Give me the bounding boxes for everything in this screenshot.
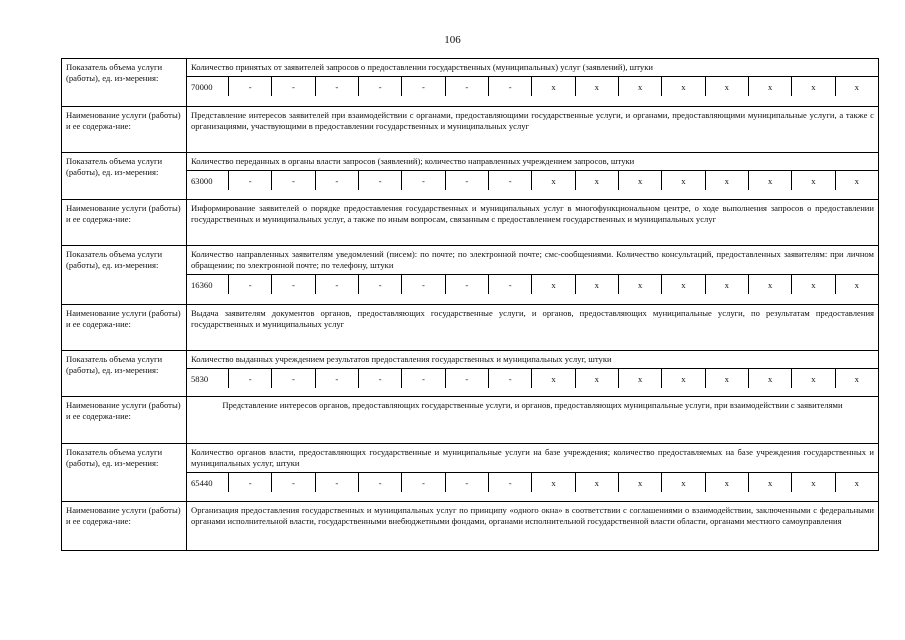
value-cell: x [792, 473, 835, 492]
service-label: Наименование услуги (работы) и ее содержа-ние: [62, 502, 187, 550]
value-cell: x [706, 171, 749, 190]
value-cell: x [576, 369, 619, 388]
value-cell: x [662, 275, 705, 294]
value-cell: x [532, 473, 575, 492]
value-cell: - [489, 77, 532, 96]
metric-text: Количество выданных учреждением результатов предоставления государственных и муниципальных услуг, штуки [187, 351, 878, 369]
service-row [62, 200, 878, 246]
metric-text: Количество направленных заявителям уведомлений (писем): по почте; по электронной почте; смс-сообщениями. Количество консультаций, предоставленных заявителям: при личном обращении; по электронной почте; по телефону, штуки [187, 246, 878, 275]
service-text: Представление интересов органов, предоставляющих государственные услуги, и органов, предоставляющих муниципальные услуги, при взаимодействии с заявителями [222, 400, 843, 410]
value-cell: - [316, 275, 359, 294]
value-cell: x [532, 171, 575, 190]
metric-label: Показатель объема услуги (работы), ед. из-мерения: [62, 444, 187, 501]
service-row [62, 502, 878, 550]
value-cell: - [229, 275, 272, 294]
value-cell: - [402, 369, 445, 388]
service-text: Информирование заявителей о порядке предоставления государственных и муниципальных услуг в многофункциональном центре, о ходе выполнения запросов о предоставлении государственных и муниципальных услуг, а также по иным вопросам, связанным с предоставлением государственных и муниципальных услуг [191, 203, 874, 224]
value-cell: - [316, 473, 359, 492]
value-cell: x [619, 473, 662, 492]
value-cell: x [706, 369, 749, 388]
value-cell: x [576, 171, 619, 190]
value-cell: x [662, 369, 705, 388]
value-cell: x [532, 77, 575, 96]
value-cell: - [446, 77, 489, 96]
value-cell: x [576, 77, 619, 96]
value-cell: x [792, 369, 835, 388]
value-cell: x [854, 279, 859, 290]
volume-value: 16360 [187, 275, 229, 294]
value-cell: x [532, 369, 575, 388]
value-cell: x [792, 275, 835, 294]
value-cell: x [749, 77, 792, 96]
value-cell: x [706, 77, 749, 96]
metric-row [62, 246, 878, 305]
value-cell: - [402, 171, 445, 190]
value-cell: - [229, 171, 272, 190]
service-label: Наименование услуги (работы) и ее содержа-ние: [62, 107, 187, 152]
value-cell: - [359, 171, 402, 190]
value-cell: - [316, 171, 359, 190]
metric-row [62, 351, 878, 397]
value-cell: x [576, 473, 619, 492]
values-row [187, 171, 878, 190]
value-cell: x [706, 275, 749, 294]
value-cell: - [272, 473, 315, 492]
value-cell: x [854, 373, 859, 384]
values-row [187, 77, 878, 96]
value-cell: - [272, 77, 315, 96]
value-cell: - [446, 171, 489, 190]
value-cell: - [402, 473, 445, 492]
value-cell: x [749, 473, 792, 492]
value-cell: x [749, 171, 792, 190]
metric-row [62, 153, 878, 200]
value-cell: x [749, 369, 792, 388]
volume-value: 70000 [187, 77, 229, 96]
service-row [62, 305, 878, 351]
value-cell: - [316, 369, 359, 388]
value-cell: - [489, 369, 532, 388]
value-cell: - [359, 473, 402, 492]
value-cell: - [446, 473, 489, 492]
metric-label: Показатель объема услуги (работы), ед. из-мерения: [62, 59, 187, 106]
value-cell: x [619, 77, 662, 96]
values-row [187, 275, 878, 294]
value-cell: - [229, 473, 272, 492]
value-cell: x [619, 369, 662, 388]
value-cell: - [402, 275, 445, 294]
value-cell: - [272, 275, 315, 294]
metric-text: Количество переданных в органы власти запросов (заявлений); количество направленных учреждением запросов, штуки [187, 153, 878, 171]
value-cell: x [662, 473, 705, 492]
value-cell: x [749, 275, 792, 294]
value-cell: - [359, 275, 402, 294]
value-cell: - [402, 77, 445, 96]
volume-value: 63000 [187, 171, 229, 190]
metric-text: Количество органов власти, предоставляющих государственные и муниципальные услуги на базе учреждения; количество предоставляемых на базе учреждения государственных и муниципальных услуг, штуки [187, 444, 878, 473]
service-label: Наименование услуги (работы) и ее содержа-ние: [62, 305, 187, 350]
value-cell: x [854, 175, 859, 186]
value-cell: x [576, 275, 619, 294]
value-cell: - [489, 171, 532, 190]
services-table [61, 58, 879, 551]
values-row [187, 473, 878, 492]
value-cell: - [489, 275, 532, 294]
value-cell: - [446, 275, 489, 294]
value-cell: x [662, 171, 705, 190]
value-cell: x [854, 81, 859, 92]
metric-row [62, 59, 878, 107]
volume-value: 5830 [187, 369, 229, 388]
service-label: Наименование услуги (работы) и ее содержа-ние: [62, 397, 187, 443]
value-cell: x [619, 275, 662, 294]
value-cell: x [619, 171, 662, 190]
service-label: Наименование услуги (работы) и ее содержа-ние: [62, 200, 187, 245]
service-text: Представление интересов заявителей при взаимодействии с органами, предоставляющими государственные услуги, и органами, предоставляющими муниципальные услуги, а также с организациями, участвующими в предоставлении государственных и муниципальных услуг [191, 110, 874, 131]
value-cell: x [532, 275, 575, 294]
metric-label: Показатель объема услуги (работы), ед. из-мерения: [62, 246, 187, 304]
value-cell: - [316, 77, 359, 96]
metric-label: Показатель объема услуги (работы), ед. из-мерения: [62, 351, 187, 396]
value-cell: x [662, 77, 705, 96]
service-text: Выдача заявителям документов органов, предоставляющих государственные услуги, и органов, предоставляющих муниципальные услуги, по результатам предоставления государственных и муниципальных услуг [191, 308, 874, 329]
value-cell: x [792, 171, 835, 190]
value-cell: - [272, 171, 315, 190]
value-cell: x [792, 77, 835, 96]
value-cell: - [359, 77, 402, 96]
volume-value: 65440 [187, 473, 229, 492]
value-cell: - [272, 369, 315, 388]
value-cell: - [359, 369, 402, 388]
metric-text: Количество принятых от заявителей запросов о предоставлении государственных (муниципальных) услуг (заявлений), штуки [187, 59, 878, 77]
metric-row [62, 444, 878, 502]
value-cell: - [489, 473, 532, 492]
value-cell: x [854, 477, 859, 488]
service-row [62, 397, 878, 444]
value-cell: x [706, 473, 749, 492]
value-cell: - [229, 369, 272, 388]
service-text: Организация предоставления государственных и муниципальных услуг по принципу «одного окна» в соответствии с соглашениями о взаимодействии, заключенными с федеральными органами исполнительной власти, государственными внебюджетными фондами, органами исполнительной государственной власти области, органами местного самоуправления [191, 505, 874, 526]
values-row [187, 369, 878, 388]
value-cell: - [446, 369, 489, 388]
metric-label: Показатель объема услуги (работы), ед. из-мерения: [62, 153, 187, 199]
service-row [62, 107, 878, 153]
value-cell: - [229, 77, 272, 96]
page-number: 106 [444, 34, 461, 46]
